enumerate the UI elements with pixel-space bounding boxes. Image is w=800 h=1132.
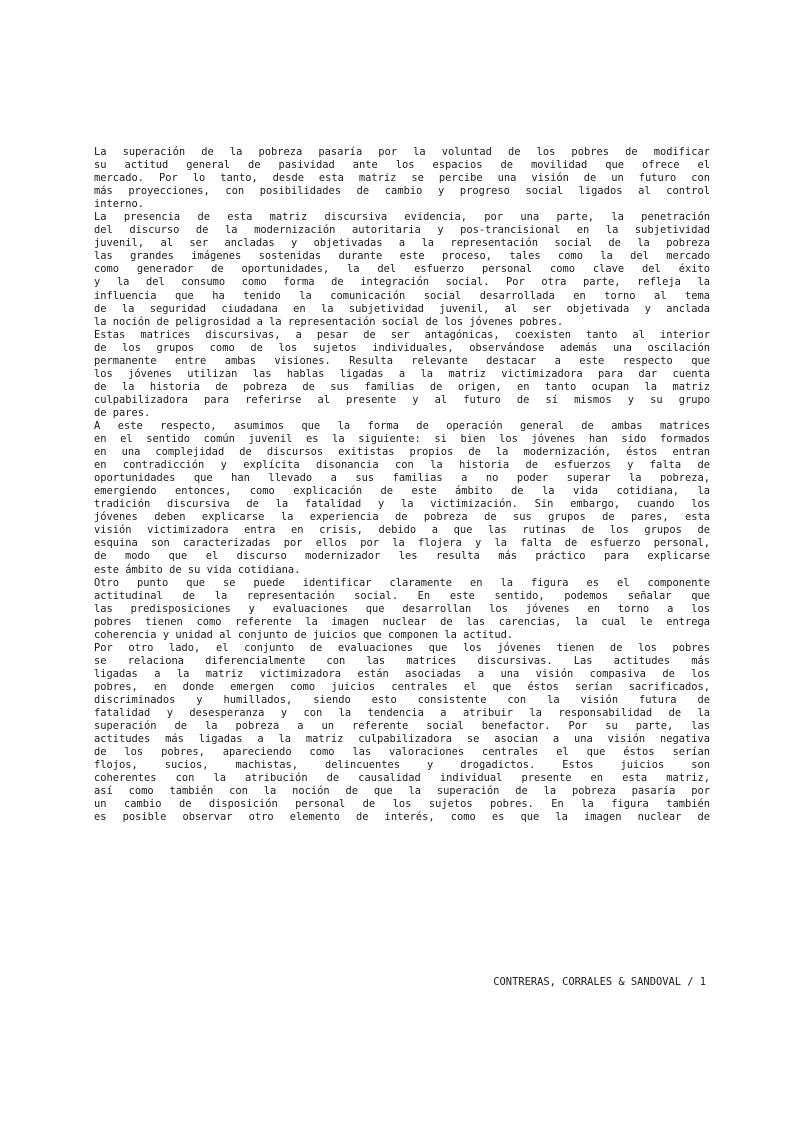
- text-line: superación de la pobreza a un referente social benefactor. Por su parte, las: [94, 720, 710, 733]
- text-line: de la seguridad ciudadana en la subjetividad juvenil, al ser objetivada y anclada: [94, 302, 710, 315]
- paragraph: [94, 146, 710, 211]
- text-line: como generador de oportunidades, la del esfuerzo personal como clave del éxito: [94, 263, 710, 276]
- text-line: fatalidad y desesperanza y con la tendencia a atribuir la responsabilidad de la: [94, 707, 710, 720]
- text-line: las grandes imágenes sostenidas durante este proceso, tales como la del mercado: [94, 250, 710, 263]
- text-line: emergiendo entonces, como explicación de este ámbito de la vida cotidiana, la: [94, 485, 710, 498]
- text-line: pobres tienen como referente la imagen nuclear de las carencias, la cual le entrega: [94, 615, 710, 628]
- text-line: La superación de la pobreza pasaría por la voluntad de los pobres de modificar: [94, 146, 710, 158]
- text-line: del discurso de la modernización autoritaria y pos-trancisional en la subjetividad: [94, 224, 710, 237]
- text-line: actitudinal de la representación social. En este sentido, podemos señalar que: [94, 589, 710, 602]
- text-line: flojos, sucios, machistas, delincuentes y drogadictos. Estos juicios son: [94, 759, 710, 772]
- text-line: este ámbito de su vida cotidiana.: [94, 563, 301, 576]
- text-line: en el sentido común juvenil es la siguiente: si bien los jóvenes han sido formados: [94, 433, 710, 446]
- text-line: en una complejidad de discursos exitistas propios de la modernización, éstos entran: [94, 446, 710, 459]
- text-line: las predisposiciones y evaluaciones que desarrollan los jóvenes en torno a los: [94, 602, 710, 615]
- text-line: interno.: [94, 198, 145, 211]
- text-line: de pares.: [94, 406, 151, 419]
- text-line: y la del consumo como forma de integración social. Por otra parte, refleja la: [94, 276, 710, 289]
- text-line: la noción de peligrosidad a la representación social de los jóvenes pobres.: [94, 315, 564, 328]
- body-text: [94, 146, 710, 824]
- paragraph: [94, 642, 710, 825]
- text-line: oportunidades que han llevado a sus familias a no poder superar la pobreza,: [94, 472, 710, 485]
- text-line: Otro punto que se puede identificar claramente en la figura es el componente: [94, 576, 710, 589]
- text-line: actitudes más ligadas a la matriz culpabilizadora se asocian a una visión negativa: [94, 733, 710, 746]
- text-line: se relaciona diferencialmente con las matrices discursivas. Las actitudes más: [94, 654, 710, 667]
- text-line: culpabilizadora para referirse al presente y al futuro de sí mismos y su grupo: [94, 393, 710, 406]
- text-line: ligadas a la matriz victimizadora están asociadas a una visión compasiva de los: [94, 667, 710, 680]
- paragraph: [94, 420, 710, 577]
- text-line: La presencia de esta matriz discursiva evidencia, por una parte, la penetración: [94, 211, 710, 224]
- text-line: jóvenes deben explicarse la experiencia de pobreza de sus grupos de pares, esta: [94, 511, 710, 524]
- text-line: pobres, en donde emergen como juicios centrales el que éstos serían sacrificados,: [94, 680, 710, 693]
- text-line: un cambio de disposición personal de los sujetos pobres. En la figura también: [94, 798, 710, 811]
- paragraph: [94, 577, 710, 642]
- text-line: visión victimizadora entra en crisis, debido a que las rutinas de los grupos de: [94, 524, 710, 537]
- text-line: los jóvenes utilizan las hablas ligadas a la matriz victimizadora para dar cuenta: [94, 367, 710, 380]
- text-line: tradición discursiva de la fatalidad y la victimización. Sin embargo, cuando los: [94, 498, 710, 511]
- text-line: esquina son caracterizadas por ellos por la flojera y la falta de esfuerzo personal,: [94, 537, 710, 550]
- text-line: de modo que el discurso modernizador les resulta más práctico para explicarse: [94, 550, 710, 563]
- text-line: A este respecto, asumimos que la forma de operación general de ambas matrices: [94, 419, 710, 432]
- paragraph: [94, 211, 710, 328]
- text-line: más proyecciones, con posibilidades de cambio y progreso social ligados al control: [94, 185, 710, 198]
- text-line: mercado. Por lo tanto, desde esta matriz se percibe una visión de un futuro con: [94, 172, 710, 185]
- text-line: influencia que ha tenido la comunicación social desarrollada en torno al tema: [94, 289, 710, 302]
- text-line: su actitud general de pasividad ante los espacios de movilidad que ofrece el: [94, 159, 710, 172]
- text-line: juvenil, al ser ancladas y objetivadas a la representación social de la pobreza: [94, 237, 710, 250]
- text-line: es posible observar otro elemento de interés, como es que la imagen nuclear de: [94, 811, 710, 824]
- text-line: discriminados y humillados, siendo esto consistente con la visión futura de: [94, 693, 710, 706]
- text-line: en contradicción y explícita disonancia con la historia de esfuerzos y falta de: [94, 459, 710, 472]
- paragraph: [94, 329, 710, 420]
- text-line: coherencia y unidad al conjunto de juicios que componen la actitud.: [94, 628, 514, 641]
- text-line: de los grupos como de los sujetos individuales, observándose además una oscilación: [94, 341, 710, 354]
- text-line: permanente entre ambas visiones. Resulta relevante destacar a este respecto que: [94, 354, 710, 367]
- text-line: coherentes con la atribución de causalidad individual presente en esta matriz,: [94, 772, 710, 785]
- text-line: Estas matrices discursivas, a pesar de ser antagónicas, coexisten tanto al interior: [94, 328, 710, 341]
- page-footer: CONTRERAS, CORRALES & SANDOVAL / 1: [493, 976, 706, 988]
- text-line: así como también con la noción de que la superación de la pobreza pasaría por: [94, 785, 710, 798]
- text-line: de la historia de pobreza de sus familias de origen, en tanto ocupan la matriz: [94, 380, 710, 393]
- text-line: Por otro lado, el conjunto de evaluaciones que los jóvenes tienen de los pobres: [94, 641, 710, 654]
- text-line: de los pobres, apareciendo como las valoraciones centrales el que éstos serían: [94, 746, 710, 759]
